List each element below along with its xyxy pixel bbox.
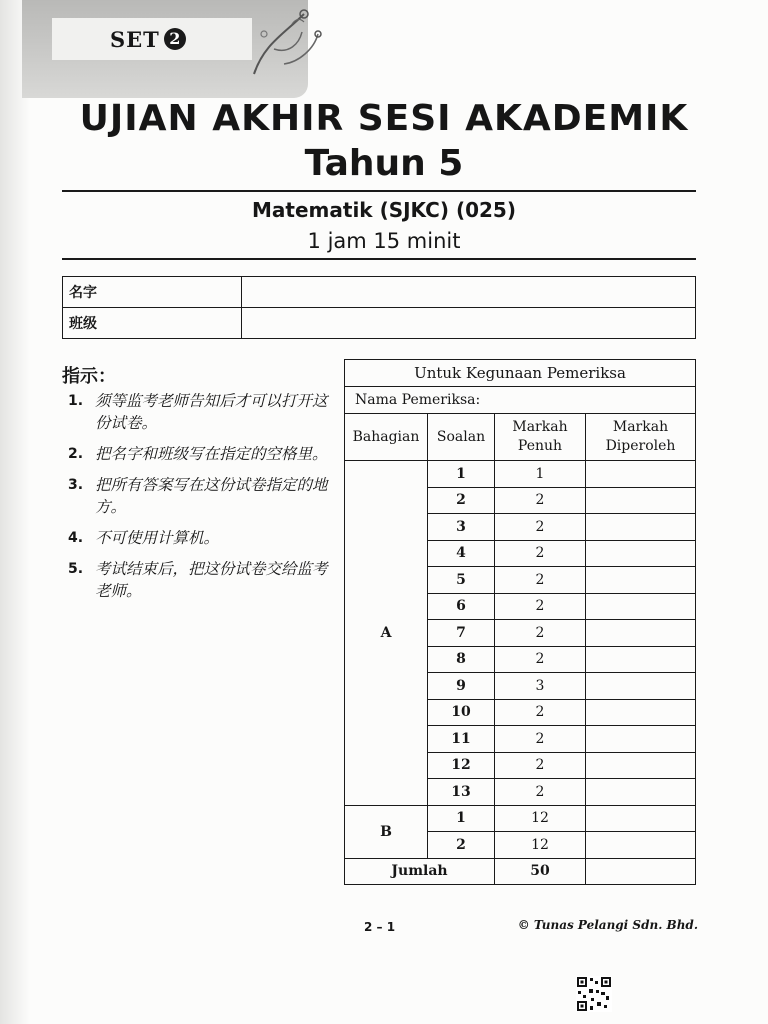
question-number: 7 xyxy=(428,620,495,647)
question-number: 6 xyxy=(428,593,495,620)
student-info-table xyxy=(62,276,696,339)
info-row-name xyxy=(63,277,696,308)
obtained-marks-cell[interactable] xyxy=(586,514,696,541)
duration: 1 jam 15 minit xyxy=(307,229,461,253)
full-marks: 12 xyxy=(495,832,586,859)
col-header-question: Soalan xyxy=(428,414,495,461)
section-b-cell: B xyxy=(345,805,428,858)
total-row xyxy=(345,858,696,885)
full-marks: 2 xyxy=(495,620,586,647)
divider-top xyxy=(62,190,696,192)
full-marks: 2 xyxy=(495,593,586,620)
info-label-class: 班级 xyxy=(63,308,242,339)
full-marks: 2 xyxy=(495,540,586,567)
floral-swirl-icon xyxy=(244,4,328,84)
set-number-badge: 2 xyxy=(164,28,186,50)
instruction-text: 须等监考老师告知后才可以打开这份试卷。 xyxy=(95,392,328,432)
instruction-item xyxy=(68,390,338,434)
instruction-item xyxy=(68,443,338,465)
full-marks: 2 xyxy=(495,487,586,514)
full-marks: 2 xyxy=(495,699,586,726)
question-number: 1 xyxy=(428,461,495,488)
obtained-marks-cell[interactable] xyxy=(586,805,696,832)
question-number: 9 xyxy=(428,673,495,700)
name-field[interactable] xyxy=(242,277,696,308)
obtained-marks-cell[interactable] xyxy=(586,752,696,779)
set-label: SET xyxy=(110,26,160,52)
question-number: 8 xyxy=(428,646,495,673)
full-marks: 12 xyxy=(495,805,586,832)
set-label-box xyxy=(52,18,252,60)
question-number: 5 xyxy=(428,567,495,594)
col-header-obtained-marks: Markah Diperoleh xyxy=(586,414,696,461)
subject-title: Matematik (SJKC) (025) xyxy=(252,198,516,222)
instruction-number: 2. xyxy=(68,446,84,462)
class-field[interactable] xyxy=(242,308,696,339)
section-a-cell: A xyxy=(345,461,428,806)
question-number: 2 xyxy=(428,832,495,859)
page-number: 2 – 1 xyxy=(364,920,396,934)
question-number: 11 xyxy=(428,726,495,753)
question-number: 1 xyxy=(428,805,495,832)
table-row xyxy=(345,805,696,832)
full-marks: 2 xyxy=(495,646,586,673)
question-number: 4 xyxy=(428,540,495,567)
copyright: © Tunas Pelangi Sdn. Bhd. xyxy=(517,918,698,932)
obtained-marks-cell[interactable] xyxy=(586,461,696,488)
instruction-item xyxy=(68,474,338,518)
info-row-class xyxy=(63,308,696,339)
obtained-marks-cell[interactable] xyxy=(586,779,696,806)
question-number: 2 xyxy=(428,487,495,514)
instruction-number: 5. xyxy=(68,561,84,577)
instructions-list xyxy=(68,390,338,611)
instruction-text: 把所有答案写在这份试卷指定的地方。 xyxy=(95,476,328,516)
qr-code-icon xyxy=(576,976,612,1012)
obtained-marks-cell[interactable] xyxy=(586,673,696,700)
instruction-text: 不可使用计算机。 xyxy=(95,529,220,547)
question-number: 12 xyxy=(428,752,495,779)
obtained-marks-cell[interactable] xyxy=(586,567,696,594)
full-marks: 2 xyxy=(495,726,586,753)
total-label: Jumlah xyxy=(345,858,495,885)
examiner-name-field[interactable]: Nama Pemeriksa: xyxy=(345,387,696,414)
instructions-title: 指示： xyxy=(62,366,116,387)
obtained-marks-cell[interactable] xyxy=(586,699,696,726)
full-marks: 3 xyxy=(495,673,586,700)
full-marks: 2 xyxy=(495,514,586,541)
obtained-marks-cell[interactable] xyxy=(586,832,696,859)
full-marks: 2 xyxy=(495,752,586,779)
instruction-number: 3. xyxy=(68,477,84,493)
question-number: 10 xyxy=(428,699,495,726)
instruction-number: 1. xyxy=(68,393,84,409)
full-marks: 2 xyxy=(495,779,586,806)
table-row xyxy=(345,461,696,488)
exam-title: UJIAN AKHIR SESI AKADEMIK xyxy=(79,98,689,139)
instruction-text: 把名字和班级写在指定的空格里。 xyxy=(95,445,328,463)
instruction-item xyxy=(68,527,338,549)
info-label-name: 名字 xyxy=(63,277,242,308)
instruction-number: 4. xyxy=(68,530,84,546)
obtained-marks-cell[interactable] xyxy=(586,646,696,673)
examiner-marks-table xyxy=(344,359,696,885)
total-obtained-cell[interactable] xyxy=(586,858,696,885)
set-banner xyxy=(22,0,308,98)
obtained-marks-cell[interactable] xyxy=(586,620,696,647)
question-number: 3 xyxy=(428,514,495,541)
question-number: 13 xyxy=(428,779,495,806)
col-header-section: Bahagian xyxy=(345,414,428,461)
full-marks: 1 xyxy=(495,461,586,488)
col-header-full-marks: Markah Penuh xyxy=(495,414,586,461)
obtained-marks-cell[interactable] xyxy=(586,487,696,514)
full-marks: 2 xyxy=(495,567,586,594)
divider-bottom xyxy=(62,258,696,260)
obtained-marks-cell[interactable] xyxy=(586,726,696,753)
obtained-marks-cell[interactable] xyxy=(586,593,696,620)
obtained-marks-cell[interactable] xyxy=(586,540,696,567)
examiner-table-title: Untuk Kegunaan Pemeriksa xyxy=(345,360,696,387)
total-full-marks: 50 xyxy=(495,858,586,885)
instruction-text: 考试结束后，把这份试卷交给监考老师。 xyxy=(95,560,328,600)
year-title: Tahun 5 xyxy=(304,143,464,184)
instruction-item xyxy=(68,558,338,602)
